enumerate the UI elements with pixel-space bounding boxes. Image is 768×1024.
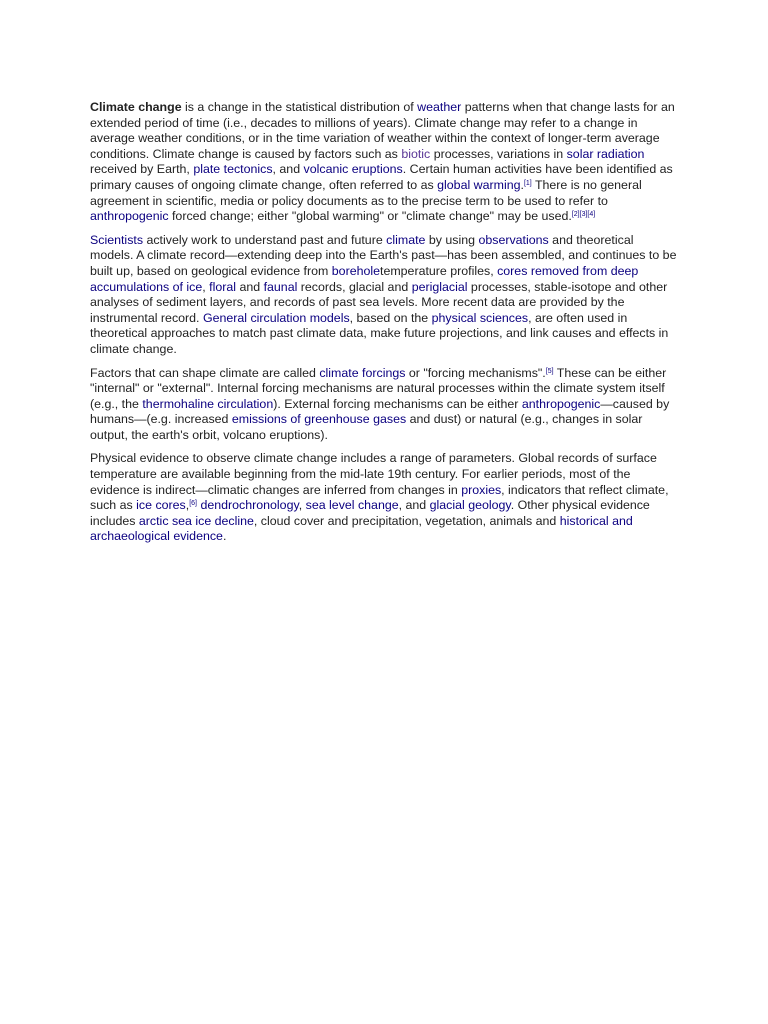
paragraph-evidence — [90, 451, 680, 545]
text-run: , — [185, 498, 190, 513]
citation-ref[interactable]: [1] — [523, 179, 532, 187]
link-physical-sciences[interactable]: physical sciences — [431, 310, 529, 325]
link-plate-tectonics[interactable]: plate tectonics — [193, 162, 273, 177]
text-run: Factors that can shape climate are called — [90, 365, 320, 380]
link-dendrochronology[interactable]: dendrochronology — [200, 498, 299, 513]
link-solar-radiation[interactable]: solar radiation — [566, 146, 645, 161]
link-weather[interactable]: weather — [417, 100, 462, 114]
term-climate-change: Climate change — [90, 100, 182, 114]
text-run: forced change; either "global warming" or "climate change" may be used. — [168, 209, 572, 224]
link-proxies[interactable]: proxies — [461, 482, 502, 497]
citation-ref[interactable]: [2][3][4] — [571, 211, 596, 219]
text-run: is a change in the statistical distribution of — [181, 100, 418, 114]
text-run: . — [222, 529, 227, 544]
citation-ref[interactable]: [5] — [545, 367, 554, 375]
link-periglacial[interactable]: periglacial — [411, 279, 468, 294]
text-run: , are often used in theoretical approaches to match past climate data, make future projections, and link causes and effects in climate change. — [90, 310, 669, 356]
paragraph-intro — [90, 100, 680, 225]
text-run: , and — [272, 162, 304, 177]
text-run: . — [520, 177, 524, 192]
link-anthropogenic[interactable]: anthropogenic — [90, 209, 169, 224]
text-run: processes, variations in — [430, 146, 567, 161]
text-run: . Other physical evidence includes — [90, 498, 650, 528]
link-faunal[interactable]: faunal — [263, 279, 298, 294]
link-floral[interactable]: floral — [209, 279, 237, 294]
text-run: and — [236, 279, 264, 294]
text-run: records, glacial and — [297, 279, 412, 294]
text-run: or "forcing mechanisms". — [405, 365, 546, 380]
text-run: ). External forcing mechanisms can be either — [273, 396, 522, 411]
link-thermohaline-circulation[interactable]: thermohaline circulation — [142, 396, 274, 411]
text-run: received by Earth, — [90, 162, 194, 177]
article-body — [90, 100, 680, 553]
text-run: temperature profiles, — [380, 263, 498, 278]
link-volcanic-eruptions[interactable]: volcanic eruptions — [303, 162, 403, 177]
link-glacial-geology[interactable]: glacial geology — [429, 498, 511, 513]
link-climate-forcings[interactable]: climate forcings — [319, 365, 406, 380]
link-anthropogenic[interactable]: anthropogenic — [521, 396, 601, 411]
text-run: Physical evidence to observe climate change includes a range of parameters. Global records of surface temperature are available beginning from the mid-late 19th century. For earlier periods, most of the evidence is indirect—climatic changes are inferred from changes in — [90, 451, 657, 497]
link-arctic-sea-ice-decline[interactable]: arctic sea ice decline — [138, 513, 254, 528]
link-scientists[interactable]: Scientists — [90, 232, 144, 247]
link-biotic[interactable]: biotic — [401, 146, 431, 161]
link-climate[interactable]: climate — [386, 232, 426, 247]
text-run: processes, stable-isotope and other analyses of sediment layers, and records of past sea levels. More recent data are provided by the instrumental record. — [90, 279, 668, 325]
paragraph-forcings — [90, 366, 680, 444]
citation-ref[interactable]: [6] — [189, 500, 197, 508]
link-global-warming[interactable]: global warming — [437, 177, 521, 192]
text-run: and dust) or natural (e.g., changes in solar output, the earth's orbit, volcano eruptions). — [90, 412, 643, 442]
text-run: , — [298, 498, 306, 513]
text-run: These can be either "internal" or "external". Internal forcing mechanisms are natural processes within the climate system itself (e.g., the — [90, 365, 667, 411]
link-cores-removed-from-deep-accumulations-of-ice[interactable]: cores removed from deep accumulations of ice — [90, 263, 639, 294]
link-general-circulation-models[interactable]: General circulation models — [202, 310, 350, 325]
text-run: , cloud cover and precipitation, vegetation, animals and — [253, 513, 560, 528]
link-ice-cores[interactable]: ice cores — [136, 498, 186, 513]
text-run: by using — [425, 232, 479, 247]
text-run: , — [202, 279, 210, 294]
link-emissions-of-greenhouse-gases[interactable]: emissions of greenhouse gases — [231, 412, 407, 427]
link-borehole[interactable]: borehole — [331, 263, 381, 278]
paragraph-scientists — [90, 233, 680, 358]
text-run: and theoretical models. A climate record—extending deep into the Earth's past—has been assembled, and continues to be built up, based on geological evidence from — [90, 232, 677, 278]
link-sea-level-change[interactable]: sea level change — [305, 498, 399, 513]
text-run: , and — [398, 498, 430, 513]
text-run: actively work to understand past and future — [143, 232, 387, 247]
text-run: , indicators that reflect climate, such as — [90, 482, 669, 513]
text-run: patterns when that change lasts for an extended period of time (i.e., decades to millions of years). Climate change may refer to a change in average weather conditions, or in the time variation of weather within the context of longer-term average conditions. Climate change is caused by factors such as — [90, 100, 675, 161]
link-historical-and-archaeological-evidence[interactable]: historical and archaeological evidence — [90, 513, 633, 544]
text-run: There is no general agreement in scientific, media or policy documents as to the precise term to be used to refer to — [90, 177, 642, 208]
link-observations[interactable]: observations — [478, 232, 549, 247]
text-run: , based on the — [349, 310, 432, 325]
text-run: . Certain human activities have been identified as primary causes of ongoing climate change, often referred to as — [90, 162, 673, 192]
text-run: —caused by humans—(e.g. increased — [90, 396, 670, 427]
